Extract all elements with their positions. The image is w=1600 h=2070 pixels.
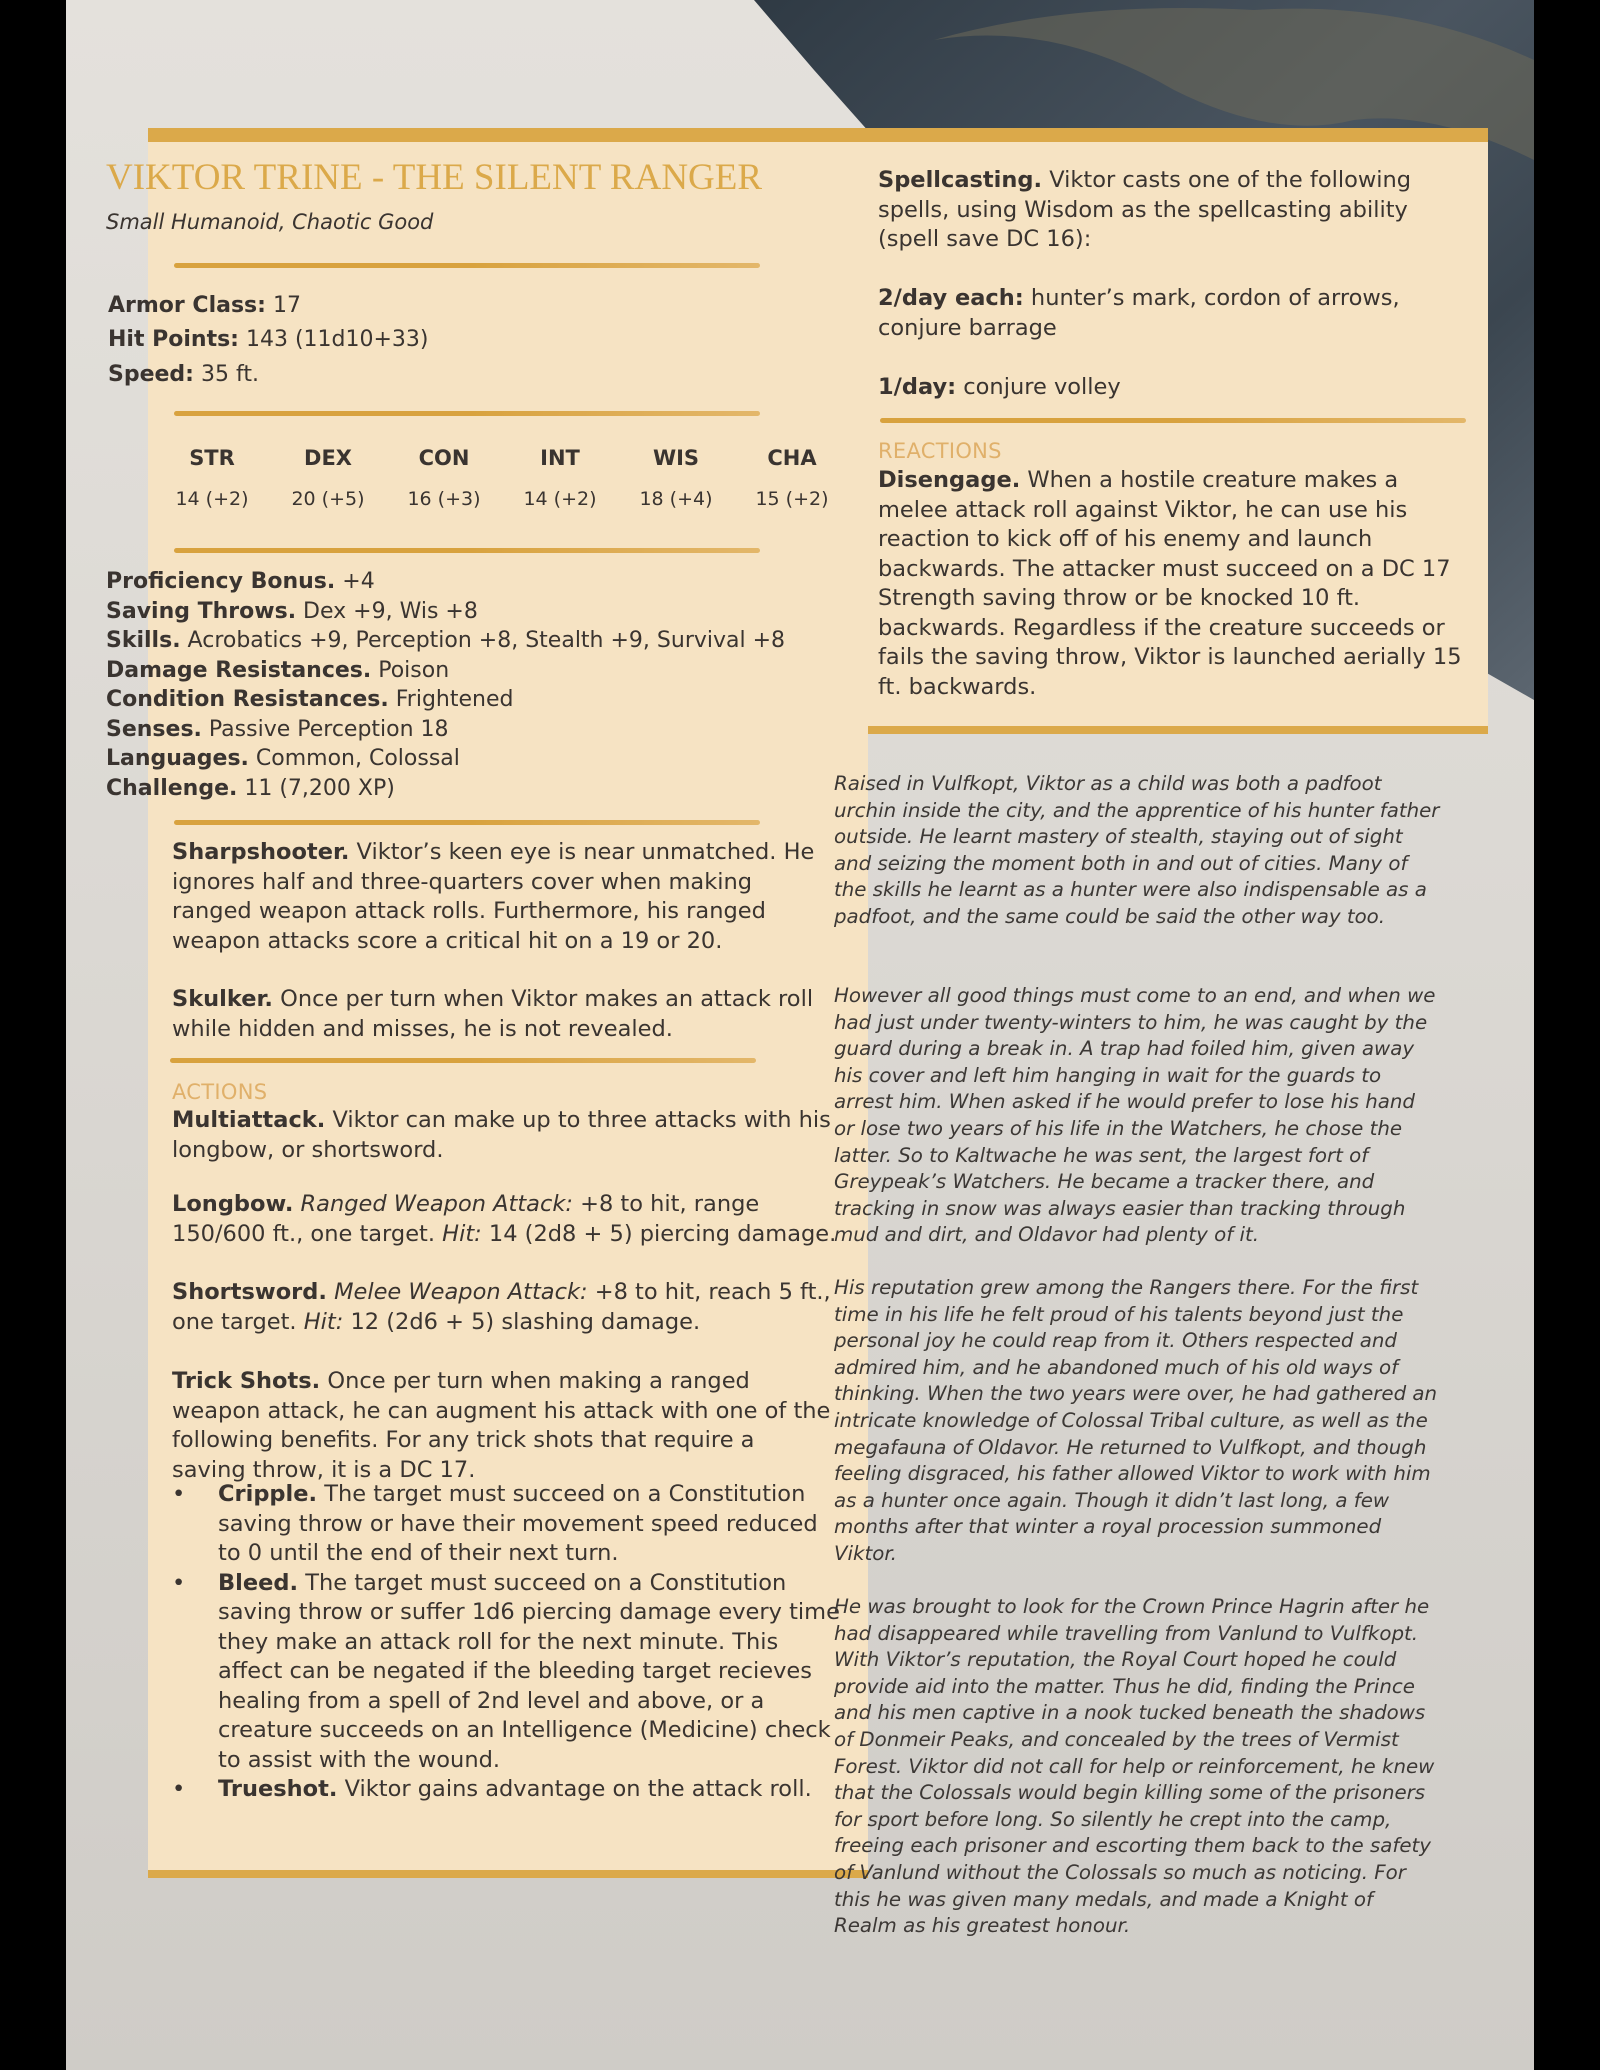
challenge: Challenge. 11 (7,200 XP) [106, 775, 395, 801]
divider [174, 263, 760, 268]
spells-twice-per-day: 2/day each: hunter’s mark, cordon of arrows, conjure barrage [878, 285, 1400, 341]
reaction-disengage: Disengage. When a hostile creature makes a melee attack roll against Viktor, he can use his reaction to kick off of his enemy and launch backwards. The attacker must succeed on a DC 17 Strength saving throw or be knocked 10 ft. backwards. Regardless if the creature succeeds or fails the saving throw, Viktor is launched aerially 15 ft. backwards. [878, 467, 1462, 700]
ability-scores [154, 446, 884, 510]
creature-name: VIKTOR TRINE - THE SILENT RANGER [106, 157, 763, 198]
skills: Skills. Acrobatics +9, Perception +8, Stealth +9, Survival +8 [106, 628, 786, 653]
lore-paragraph: His reputation grew among the Rangers there. For the first time in his life he felt proud of his talents beyond just the personal joy he could reap from it. Others respected and admired him, and he abandoned much of his old ways of thinking. When the two years were over, he had gathered an intricate knowledge of Colossal Tribal culture, as well as the megafauna of Oldavor. He returned to Vulfkopt, and though feeling disgraced, his father allowed Viktor to work with him as a hunter once again. Though it didn’t last long, a few months after that winter a royal procession summoned Viktor. [834, 1276, 1438, 1565]
spells-once-per-day: 1/day: conjure volley [878, 374, 1121, 400]
divider [170, 1058, 756, 1063]
actions-heading: ACTIONS [172, 1080, 268, 1104]
action-longbow: Longbow. Ranged Weapon Attack: +8 to hit, range 150/600 ft., one target. Hit: 14 (2d8 + 5) piercing damage. [172, 1191, 837, 1247]
senses: Senses. Passive Perception 18 [106, 716, 449, 742]
languages: Languages. Common, Colossal [106, 746, 460, 771]
divider [174, 411, 760, 416]
ability-str: STR 14 (+2) [175, 446, 249, 510]
speed: Speed: 35 ft. [108, 362, 259, 387]
hit-points: Hit Points: 143 (11d10+33) [108, 327, 429, 352]
action-shortsword: Shortsword. Melee Weapon Attack: +8 to hit, reach 5 ft., one target. Hit: 12 (2d6 + 5) slashing damage. [172, 1279, 831, 1335]
spellcasting: Spellcasting. Viktor casts one of the following spells, using Wisdom as the spellcasting ability (spell save DC 16): [878, 167, 1412, 252]
ability-dex: DEX 20 (+5) [291, 446, 365, 510]
armor-class: Armor Class: 17 [108, 293, 301, 318]
bullet-icon: • [172, 1776, 186, 1802]
creature-details [106, 567, 846, 803]
trait-sharpshooter: Sharpshooter. Viktor’s keen eye is near unmatched. He ignores half and three-quarters cover when making ranged weapon attack rolls. Furthermore, his ranged weapon attacks score a critical hit on a 19 or 20. [172, 839, 815, 954]
ability-cha: CHA 15 (+2) [755, 446, 829, 510]
list-item: • Bleed. The target must succeed on a Constitution saving throw or suffer 1d6 piercing damage every time they make an attack roll for the next minute. This affect can be negated if the bleeding target recieves healing from a spell of 2nd level and above, or a creature succeeds on an Intelligence (Medicine) check to assist with the wound. [172, 1569, 840, 1773]
lore-paragraph: He was brought to look for the Crown Prince Hagrin after he had disappeared while travelling from Vanlund to Vulfkopt. With Viktor’s reputation, the Royal Court hoped he could provide aid into the matter. Thus he did, finding the Prince and his men captive in a nook tucked beneath the shadows of Donmeir Peaks, and concealed by the trees of Vermist Forest. Viktor did not call for help or reinforcement, he knew that the Colossals would begin killing some of the prisoners for sport before long. So silently he crept into the camp, freeing each prisoner and escorting them back to the safety of Vanlund without the Colossals so much as noticing. For this he was given many medals, and made a Knight of Realm as his greatest honour. [834, 1595, 1435, 1938]
proficiency-bonus: Proficiency Bonus. +4 [106, 569, 375, 594]
ability-con: CON 16 (+3) [407, 446, 481, 510]
lore-paragraph: Raised in Vulfkopt, Viktor as a child was both a padfoot urchin inside the city, and the apprentice of his hunter father outside. He learnt mastery of stealth, staying out of sight and seizing the moment both in and out of cities. Many of the skills he learnt as a hunter were also indispensable as a padfoot, and the same could be said the other way too. [834, 772, 1440, 928]
trick-shot-options [172, 1480, 842, 1805]
reactions-heading: REACTIONS [878, 439, 1002, 463]
action-trick-shots: Trick Shots. Once per turn when making a ranged weapon attack, he can augment his attack with one of the following benefits. For any trick shots that require a saving throw, it is a DC 17. [172, 1368, 831, 1483]
divider [174, 548, 760, 553]
bullet-icon: • [172, 1481, 186, 1507]
bullet-icon: • [172, 1569, 186, 1596]
list-item: • Cripple. The target must succeed on a Constitution saving throw or have their movement speed reduced to 0 until the end of their next turn. [172, 1481, 818, 1566]
damage-resistances: Damage Resistances. Poison [106, 657, 450, 683]
trait-skulker: Skulker. Once per turn when Viktor makes an attack roll while hidden and misses, he is not revealed. [172, 986, 814, 1042]
condition-resistances: Condition Resistances. Frightened [106, 687, 514, 712]
action-multiattack: Multiattack. Viktor can make up to three attacks with his longbow, or shortsword. [172, 1107, 831, 1163]
saving-throws: Saving Throws. Dex +9, Wis +8 [106, 598, 478, 624]
divider [880, 418, 1466, 423]
lore-paragraph: However all good things must come to an end, and when we had just under twenty-winters to him, he was caught by the guard during a break in. A trap had foiled him, given away his cover and left him hanging in wait for the guards to arrest him. When asked if he would prefer to lose his hand or lose two years of his life in the Watchers, he chose the latter. So to Kaltwache he was sent, the largest fort of Greypeak’s Watchers. He became a tracker there, and tracking in snow was always easier than tracking through mud and dirt, and Oldavor had plenty of it. [834, 984, 1436, 1247]
list-item: • Trueshot. Viktor gains advantage on the attack roll. [172, 1775, 842, 1805]
creature-type: Small Humanoid, Chaotic Good [106, 210, 434, 234]
divider [174, 820, 760, 825]
ability-int: INT 14 (+2) [523, 446, 597, 510]
ability-wis: WIS 18 (+4) [639, 446, 713, 510]
